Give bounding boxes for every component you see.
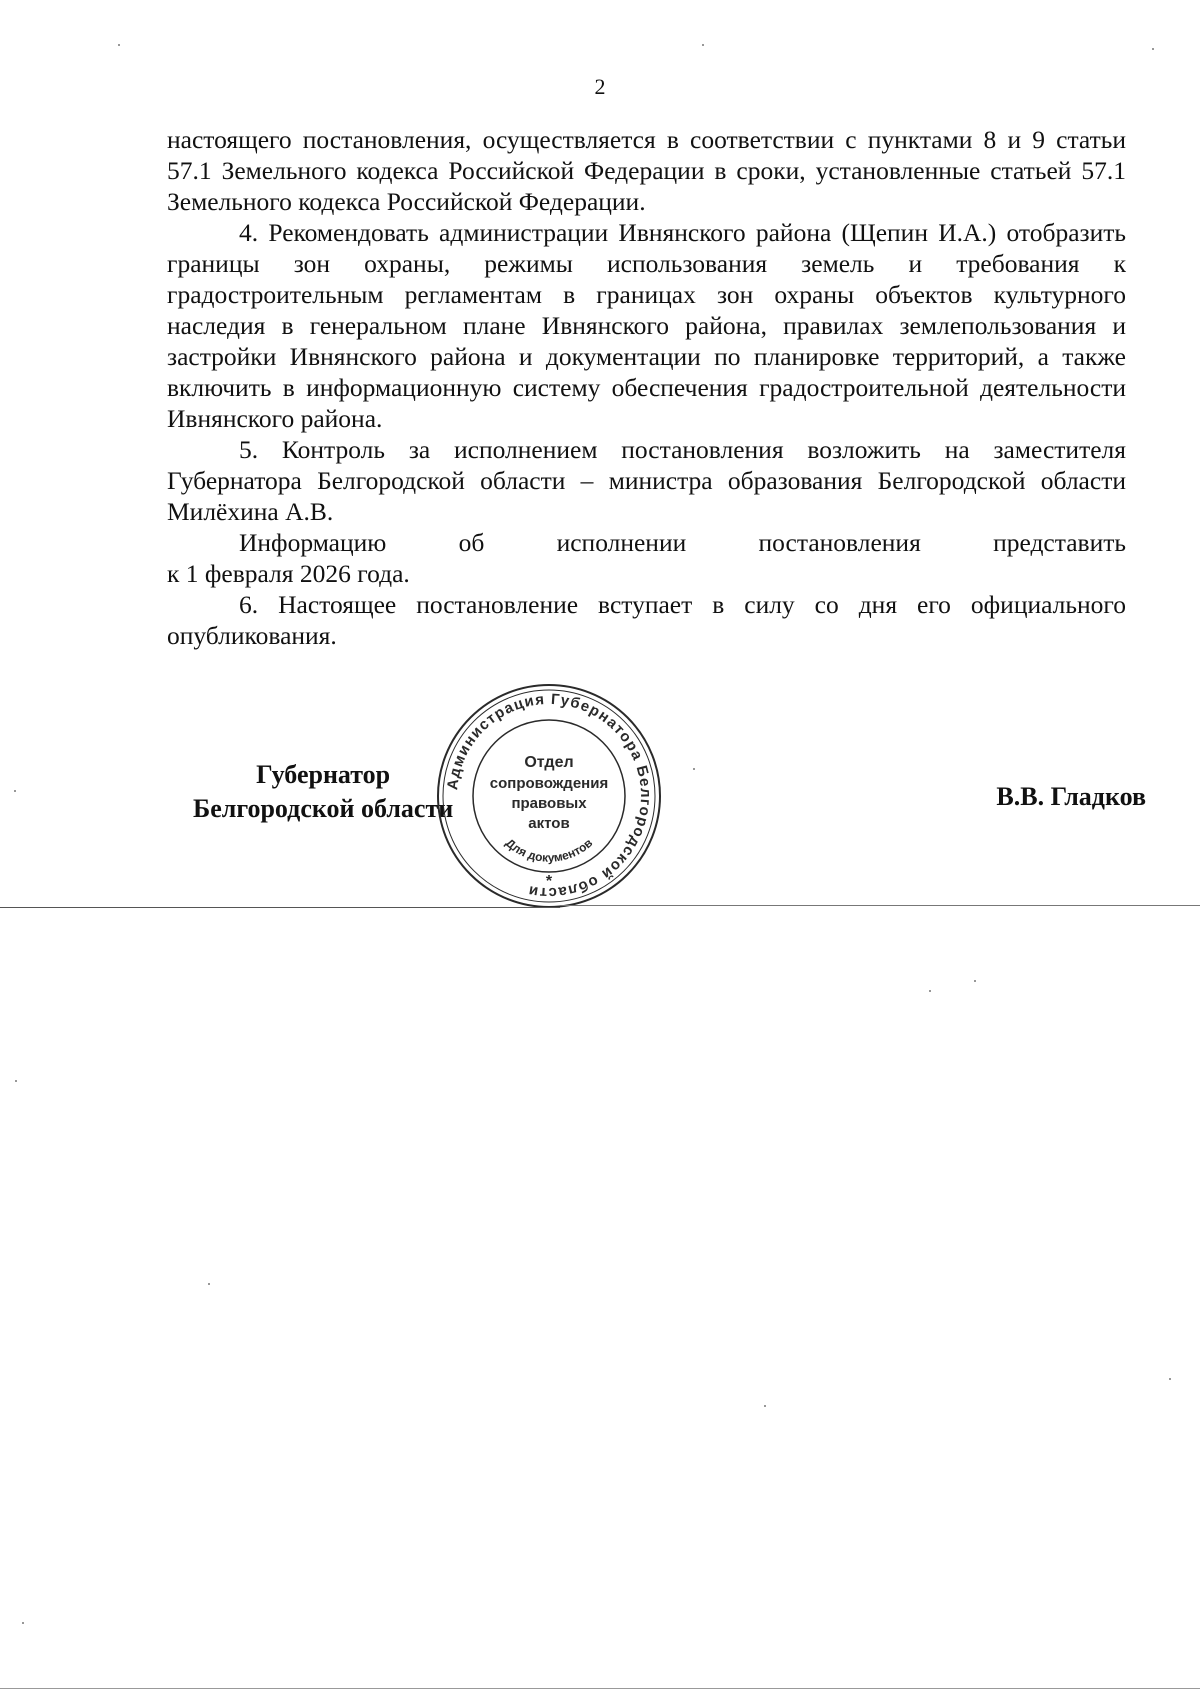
scan-bottom-line <box>0 1688 1200 1689</box>
scan-speck <box>974 980 976 982</box>
seal-center-line3: правовых <box>511 795 587 812</box>
scan-speck <box>702 44 704 46</box>
scan-speck <box>929 990 931 992</box>
scan-speck <box>1152 48 1154 50</box>
paragraph-item-5: 5. Контроль за исполнением постановления возложить на заместителя Губернатора Белгородской области – министра образования Белгородской области Милёхина А.В. <box>167 435 1126 526</box>
seal-center-line1: Отдел <box>524 754 574 771</box>
seal-star: * <box>545 873 553 890</box>
scan-speck <box>1169 1378 1171 1380</box>
scan-speck <box>693 768 695 770</box>
document-body <box>167 124 1126 651</box>
paragraph-report-line2: к 1 февраля 2026 года. <box>167 559 410 588</box>
seal-outer-text: Администрация Губернатора Белгородской области <box>444 690 655 902</box>
scan-speck <box>15 1080 17 1082</box>
official-seal <box>434 681 664 911</box>
scan-edge-line-right <box>560 905 1200 906</box>
scan-speck <box>22 1622 24 1624</box>
paragraph-continuation: настоящего постановления, осуществляется в соответствии с пунктами 8 и 9 статьи 57.1 Земельного кодекса Российской Федерации в сроки, установленные статьей 57.1 Земельного кодекса Российской Федерации. <box>167 125 1126 216</box>
seal-center-line2: сопровождения <box>489 775 609 792</box>
seal-center-line4: актов <box>528 815 570 832</box>
scan-edge-line-left <box>0 907 560 908</box>
paragraph-item-4: 4. Рекомендовать администрации Ивнянского района (Щепин И.А.) отобразить границы зон охраны, режимы использования земель и требования к градостроительным регламентам в границах зон охраны объектов культурного наследия в генеральном плане Ивнянского района, правилах землепользования и застройки Ивнянского района и документации по планировке территорий, а также включить в информационную систему обеспечения градостроительной деятельности Ивнянского района. <box>167 218 1126 433</box>
paragraph-report-line1: Информацию об исполнении постановления представить <box>239 528 1126 557</box>
page-number: 2 <box>594 74 606 99</box>
seal-bottom-text: Для документов <box>502 835 596 865</box>
signatory-title <box>193 758 453 826</box>
signatory-title-line1: Губернатор <box>256 760 391 789</box>
paragraph-item-6: 6. Настоящее постановление вступает в силу со дня его официального опубликования. <box>167 590 1126 650</box>
scan-speck <box>14 790 16 792</box>
signatory-title-line2: Белгородской области <box>193 794 454 823</box>
scan-speck <box>208 1283 210 1285</box>
scan-speck <box>764 1405 766 1407</box>
signatory-name: В.В. Гладков <box>996 782 1146 811</box>
seal-graphic <box>434 681 664 911</box>
scan-speck <box>118 44 120 46</box>
